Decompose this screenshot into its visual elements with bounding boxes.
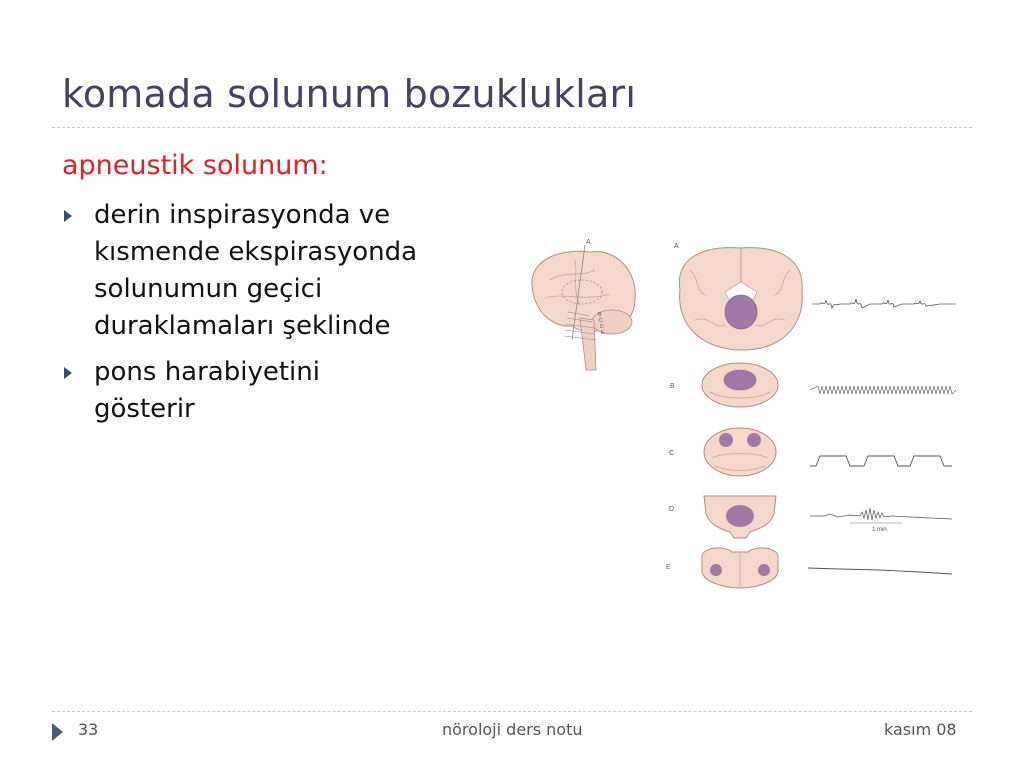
footer-arrow-icon: [52, 723, 63, 741]
bullet-arrow-icon: [64, 367, 72, 379]
midbrain-section-illustration: [702, 363, 778, 407]
title-divider: [52, 127, 972, 128]
time-scale-label: 1 min: [872, 527, 887, 533]
panel-label: D: [669, 506, 675, 513]
respiratory-trace-c: [810, 456, 952, 466]
bullet-line: kısmende ekspirasyonda: [94, 237, 418, 267]
medulla-section-illustration: [702, 548, 778, 588]
section-mark: E: [601, 330, 605, 336]
pons-section-illustration: [704, 428, 776, 476]
panel-label: A: [674, 243, 679, 250]
panel-label: C: [669, 450, 675, 457]
bullet-line: pons harabiyetini: [94, 357, 320, 387]
respiratory-trace-a: [812, 299, 956, 308]
section-mark: A: [586, 239, 591, 246]
panel-label: B: [670, 383, 675, 390]
respiratory-trace-e: [808, 568, 952, 574]
bullet-line: gösterir: [94, 394, 195, 424]
brainstem-lesion-figure: [520, 230, 970, 600]
bullet-line: solunumun geçici: [94, 274, 323, 304]
bullet-item: [62, 197, 492, 345]
bullet-arrow-icon: [64, 210, 72, 222]
panel-label: E: [666, 564, 671, 571]
slide-title: komada solunum bozuklukları: [62, 72, 637, 116]
lower-pons-section-illustration: [704, 496, 776, 538]
bullet-item: [62, 354, 492, 428]
footer-date: kasım 08: [884, 720, 957, 739]
respiratory-trace-d: [810, 508, 952, 520]
coronal-section-illustration: [679, 248, 802, 350]
bullet-line: derin inspirasyonda ve: [94, 200, 391, 230]
respiratory-trace-b: [810, 386, 956, 394]
bullet-list: [62, 197, 492, 437]
page-number: 33: [78, 720, 99, 739]
footer-title: nöroloji ders notu: [442, 720, 583, 739]
footer-divider: [52, 711, 972, 712]
lateral-brain-illustration: [532, 245, 635, 370]
slide-subtitle: apneustik solunum:: [62, 150, 328, 181]
section-mark: C: [599, 318, 603, 324]
section-mark: B: [598, 312, 602, 318]
section-mark: D: [600, 324, 604, 330]
bullet-line: duraklamaları şeklinde: [94, 311, 391, 341]
